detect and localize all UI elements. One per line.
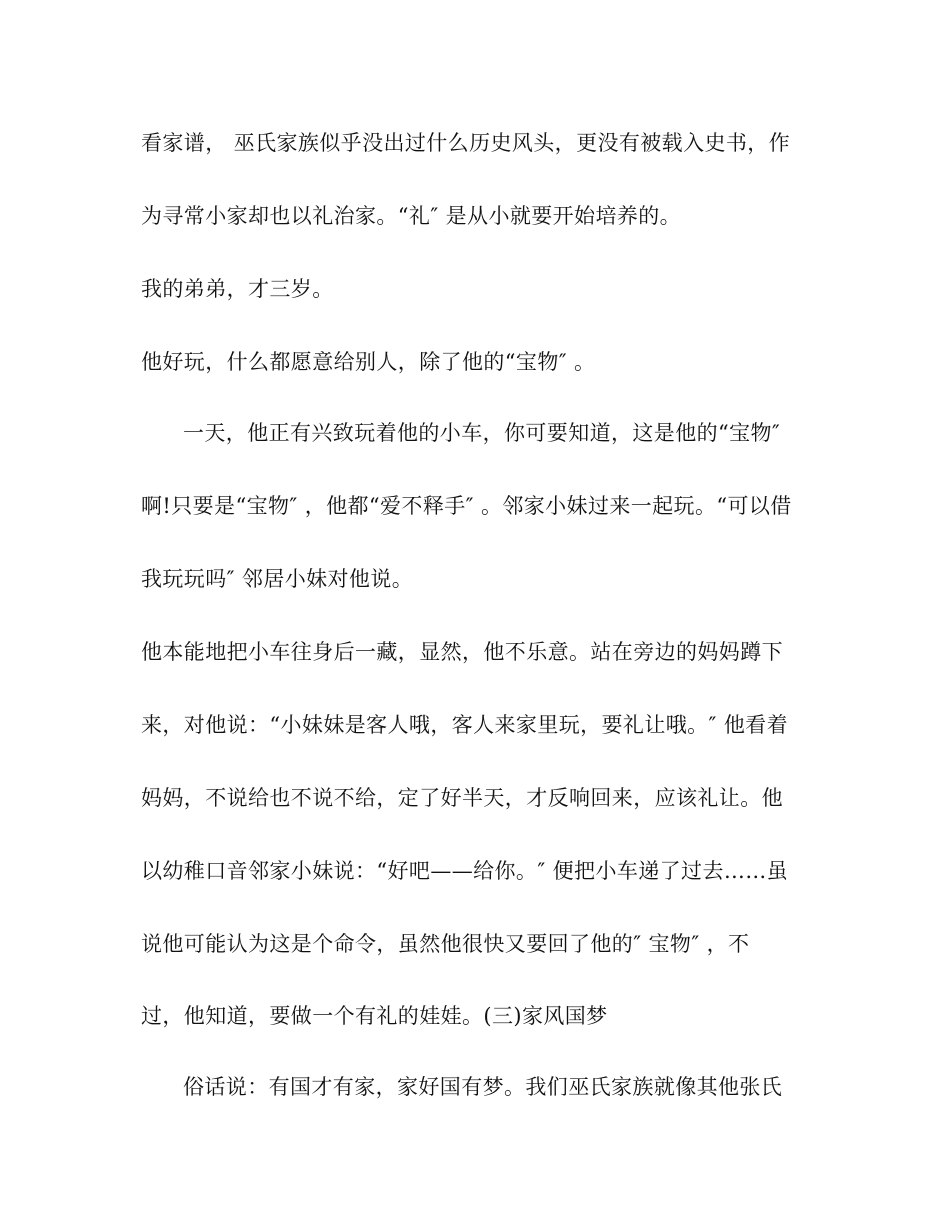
text-line-9: 来，对他说：“小妹妹是客人哦，客人来家里玩，要礼让哦。″ 他看着 [141,713,789,737]
text-line-1: 看家谱， 巫氏家族似乎没出过什么历史风头，更没有被载入史书，作 [141,131,791,155]
text-line-5: 一天，他正有兴致玩着他的小车，你可要知道，这是他的“宝物″ [183,421,781,445]
text-line-4: 他好玩，什么都愿意给别人，除了他的“宝物″ 。 [141,350,596,374]
text-line-11: 以幼稚口音邻家小妹说：“好吧——给你。″ 便把小车递了过去……虽 [141,859,789,883]
text-line-12: 说他可能认为这是个命令，虽然他很快又要回了他的″ 宝物″ ，不 [141,932,750,956]
text-line-3: 我的弟弟，才三岁。 [141,277,334,301]
text-line-2: 为寻常小家却也以礼治家。“礼″ 是从小就要开始培养的。 [141,204,682,228]
text-line-7: 我玩玩吗″ 邻居小妹对他说。 [141,567,414,591]
text-line-13: 过，他知道，要做一个有礼的娃娃。(三)家风国梦 [141,1004,608,1028]
text-line-10: 妈妈，不说给也不说不给，定了好半天，才反响回来，应该礼让。他 [141,786,783,810]
text-line-6: 啊!只要是“宝物″ ，他都“爱不释手″ 。邻家小妹过来一起玩。“可以借 [141,494,792,518]
text-line-14: 俗话说：有国才有家，家好国有梦。我们巫氏家族就像其他张氏 [183,1075,783,1099]
text-line-8: 他本能地把小车往身后一藏，显然，他不乐意。站在旁边的妈妈蹲下 [141,640,783,664]
